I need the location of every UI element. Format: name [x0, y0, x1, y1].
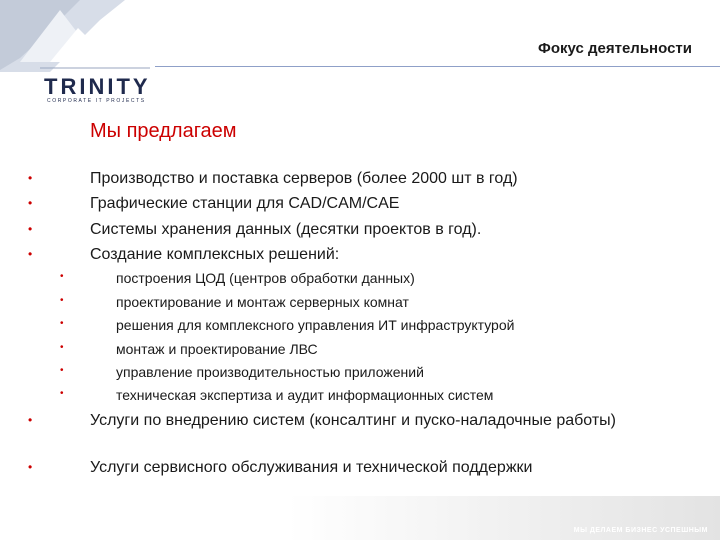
list-subitem-text: проектирование и монтаж серверных комнат: [116, 294, 409, 310]
list-item-text: Услуги по внедрению систем (консалтинг и пуско-наладочные работы): [90, 412, 616, 429]
list-item-text: Услуги сервисного обслуживания и технической поддержки: [90, 459, 533, 476]
section-title: Мы предлагаем: [90, 120, 237, 142]
list-subitem-text: построения ЦОД (центров обработки данных): [116, 270, 415, 286]
bullet-icon: •: [28, 413, 33, 427]
bullet-icon: •: [28, 222, 33, 236]
bullet-icon: •: [60, 295, 64, 306]
bullet-icon: •: [60, 271, 64, 282]
list-subitem-text: решения для комплексного управления ИТ инфраструктурой: [116, 317, 515, 333]
list-item-text: Системы хранения данных (десятки проектов в год).: [90, 221, 482, 238]
footer-bar: [0, 496, 720, 540]
list-subitem-text: управление производительностью приложений: [116, 364, 424, 380]
list-item-text: Графические станции для CAD/CAM/CAE: [90, 195, 400, 212]
bullet-icon: •: [60, 365, 64, 376]
bullet-icon: •: [60, 342, 64, 353]
list-subitem-text: монтаж и проектирование ЛВС: [116, 341, 318, 357]
list-item-text: Создание комплексных решений:: [90, 246, 340, 263]
page-title: Фокус деятельности: [538, 40, 692, 57]
logo-tagline: CORPORATE IT PROJECTS: [47, 98, 146, 104]
list-subitem-text: техническая экспертиза и аудит информационных систем: [116, 387, 494, 403]
logo-wordmark: TRINITY: [44, 74, 151, 99]
bullet-icon: •: [28, 247, 33, 261]
bullet-icon: •: [28, 196, 33, 210]
list-item-text: Производство и поставка серверов (более 2000 шт в год): [90, 170, 518, 187]
bullet-icon: •: [60, 318, 64, 329]
bullet-icon: •: [60, 388, 64, 399]
bullet-icon: •: [28, 460, 33, 474]
footer-slogan: МЫ ДЕЛАЕМ БИЗНЕС УСПЕШНЫМ: [573, 527, 708, 534]
bullet-icon: •: [28, 171, 33, 185]
